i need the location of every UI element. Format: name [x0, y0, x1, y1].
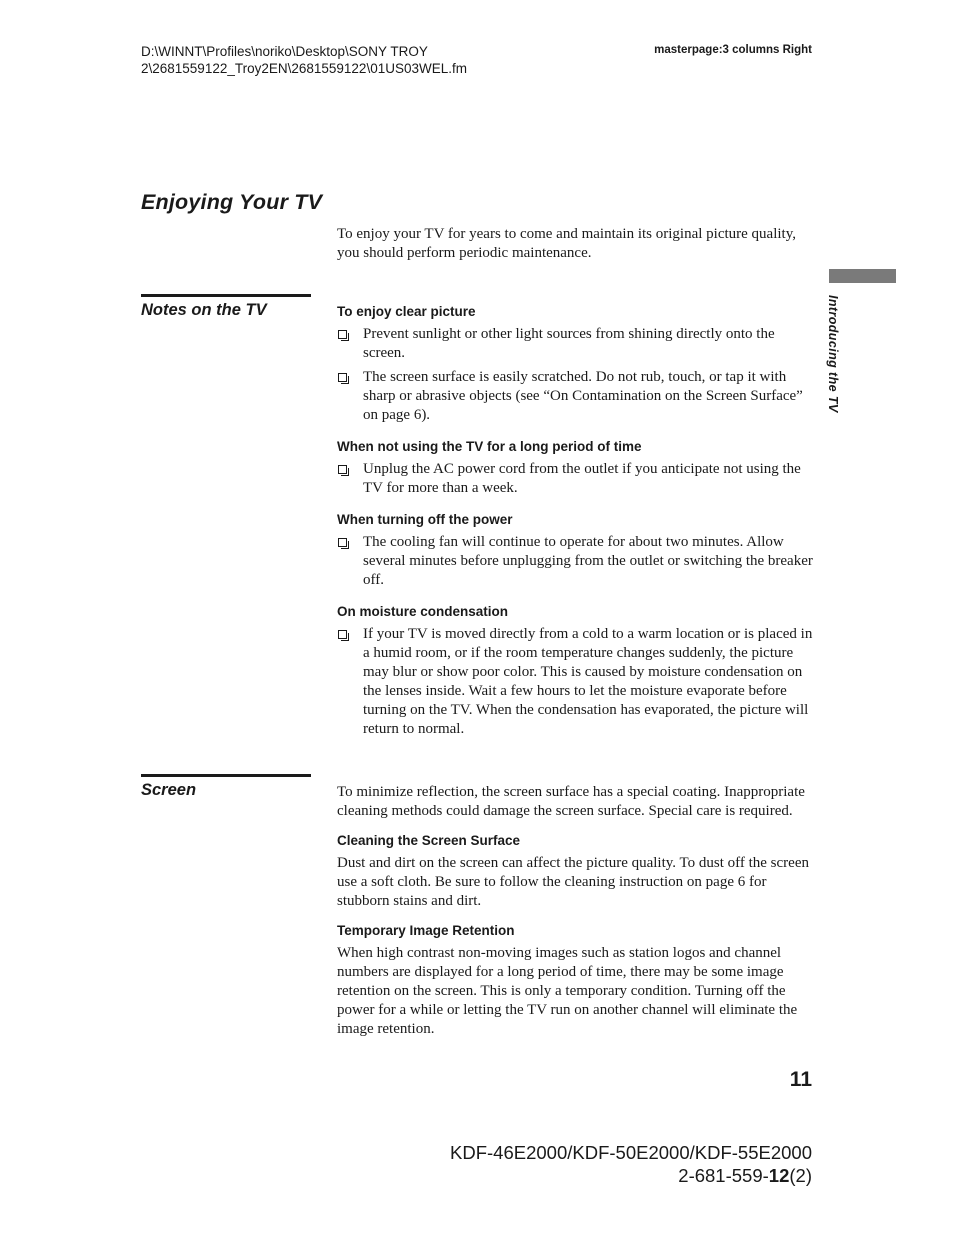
side-tab-label: Introducing the TV	[826, 295, 840, 413]
part-code-suffix: (2)	[789, 1165, 812, 1186]
list-item-text: The cooling fan will continue to operate for about two minutes. Allow several minutes before unplugging from the outlet or switching the breaker off.	[363, 534, 813, 588]
page-number: 11	[789, 1068, 812, 1091]
section-tab-marker	[829, 269, 896, 283]
masterpage-label: masterpage:3 columns Right	[654, 44, 812, 56]
cleaning-paragraph: Dust and dirt on the screen can affect the picture quality. To dust off the screen use a soft cloth. Be sure to follow the cleaning instruction on page 6 for stubborn stains and dirt.	[337, 855, 809, 909]
notes-content	[337, 304, 813, 744]
file-path-line-2: 2\2681559122_Troy2EN\2681559122\01US03WEL.fm	[141, 61, 467, 76]
screen-intro-paragraph: To minimize reflection, the screen surface has a special coating. Inappropriate cleaning methods could damage the screen surface. Special care is required.	[337, 784, 805, 819]
section-heading-notes: Notes on the TV	[141, 301, 267, 319]
intro-paragraph: To enjoy your TV for years to come and maintain its original picture quality, you should perform periodic maintenance.	[337, 226, 796, 261]
section-heading-screen: Screen	[141, 781, 197, 799]
footer-part-code	[400, 1164, 812, 1187]
section-rule-notes	[141, 294, 311, 297]
subheading-image-retention: Temporary Image Retention	[337, 923, 515, 938]
subheading-turning-off: When turning off the power	[337, 512, 513, 527]
page-title: Enjoying Your TV	[141, 190, 323, 214]
part-code-bold: 12	[768, 1165, 790, 1186]
list-item-text: If your TV is moved directly from a cold to a warm location or is placed in a humid room, or if the room temperature changes suddenly, the picture may blur or show poor color. This is caused by moisture condensation on the lenses inside. Wait a few hours to let the moisture evaporate before turning on the TV. When the condensation has evaporated, the picture will return to normal.	[363, 626, 813, 737]
part-code-prefix: 2-681-559-	[678, 1165, 769, 1186]
list-item	[337, 368, 813, 425]
list-item	[337, 625, 813, 739]
list-item	[337, 460, 813, 498]
subheading-long-period: When not using the TV for a long period of time	[337, 439, 642, 454]
screen-content	[337, 783, 813, 1048]
subheading-moisture: On moisture condensation	[337, 604, 509, 619]
list-item-text: Unplug the AC power cord from the outlet if you anticipate not using the TV for more than a week.	[363, 461, 801, 496]
footer-models: KDF-46E2000/KDF-50E2000/KDF-55E2000	[450, 1142, 812, 1163]
checkbox-bullet-icon	[338, 465, 347, 474]
checkbox-bullet-icon	[338, 330, 347, 339]
checkbox-bullet-icon	[338, 373, 347, 382]
list-item-text: The screen surface is easily scratched. Do not rub, touch, or tap it with sharp or abrasive objects (see “On Contamination on the Screen Surface” on page 6).	[363, 369, 803, 423]
file-path-line-1: D:\WINNT\Profiles\noriko\Desktop\SONY TROY	[141, 44, 428, 59]
checkbox-bullet-icon	[338, 630, 347, 639]
subheading-clear-picture: To enjoy clear picture	[337, 304, 476, 319]
file-path-header	[141, 43, 467, 77]
list-item-text: Prevent sunlight or other light sources from shining directly onto the screen.	[363, 326, 775, 361]
subheading-cleaning: Cleaning the Screen Surface	[337, 833, 521, 848]
image-retention-paragraph: When high contrast non-moving images such as station logos and channel numbers are displayed for a long period of time, there may be some image retention on the screen. This is only a temporary condition. Turning off the power for a while or letting the TV run on another channel will eliminate the image retention.	[337, 945, 798, 1037]
list-item	[337, 533, 813, 590]
checkbox-bullet-icon	[338, 538, 347, 547]
section-rule-screen	[141, 774, 311, 777]
list-item	[337, 325, 813, 363]
